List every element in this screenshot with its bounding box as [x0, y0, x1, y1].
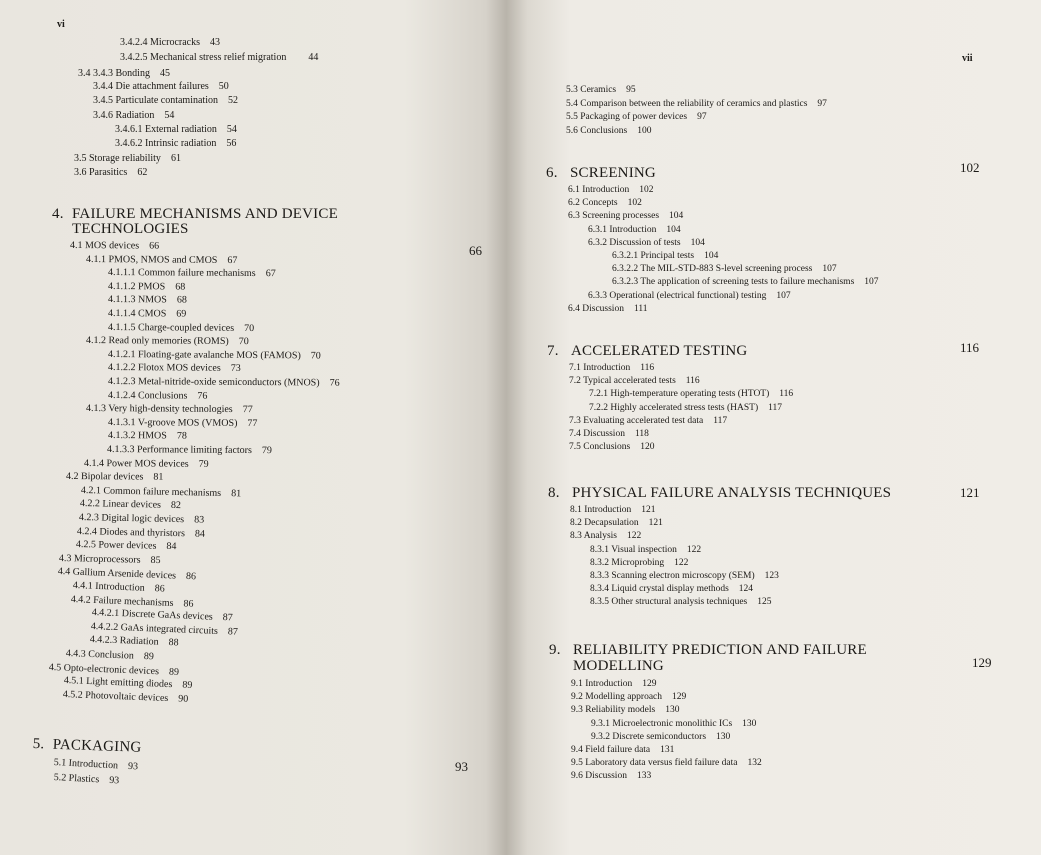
toc-entry	[108, 430, 187, 443]
toc-entry-title: 6.4 Discussion	[568, 303, 624, 314]
toc-entry-title: 5.5 Packaging of power devices	[566, 112, 688, 122]
toc-entry	[571, 678, 656, 690]
toc-entry	[66, 648, 154, 663]
toc-entry-title: 4.1.1 PMOS, NMOS and CMOS	[85, 253, 218, 266]
toc-entry-page: 124	[738, 584, 754, 595]
toc-entry	[566, 98, 827, 110]
toc-entry-title: 4.1.3.2 HMOS	[107, 430, 167, 442]
toc-entry-title: 4.1.2.3 Metal-nitride-oxide semiconductors (MNOS)	[107, 376, 320, 389]
toc-entry	[570, 530, 641, 542]
toc-entry	[569, 428, 649, 440]
chapter-heading	[547, 343, 747, 359]
toc-entry-page: 77	[247, 417, 258, 429]
toc-entry-page: 56	[226, 138, 237, 149]
toc-entry-page: 87	[227, 626, 238, 638]
toc-entry-page: 125	[757, 597, 772, 608]
toc-entry-page: 104	[704, 251, 719, 261]
toc-entry-title: 8.3.1 Visual inspection	[590, 544, 677, 555]
toc-entry	[70, 240, 159, 253]
toc-entry-page: 68	[176, 294, 187, 306]
toc-entry-title: 3.4.2.4 Microcracks	[120, 37, 200, 48]
toc-entry	[108, 376, 340, 390]
toc-entry-title: 7.3 Evaluating accelerated test data	[569, 415, 704, 426]
toc-entry	[590, 596, 772, 608]
toc-entry-title: 9.2 Modelling approach	[571, 692, 663, 703]
toc-entry-page: 89	[182, 679, 193, 692]
chapter-page: 66	[469, 243, 482, 258]
toc-entry-page: 118	[634, 429, 649, 439]
toc-entry-title: 4.4.2.3 Radiation	[89, 634, 159, 649]
page-number: vii	[962, 53, 973, 64]
toc-entry	[590, 544, 701, 556]
toc-entry-page: 93	[127, 760, 139, 773]
toc-entry-title: 3.4.6.2 Intrinsic radiation	[115, 138, 217, 149]
chapter-number: 6.	[546, 165, 558, 181]
toc-entry-title: 4.1 MOS devices	[69, 240, 140, 252]
toc-entry-title: 4.1.2.4 Conclusions	[107, 389, 188, 402]
toc-entry-page: 50	[218, 81, 229, 92]
toc-entry-title: 4.4.3 Conclusion	[65, 648, 135, 662]
toc-entry	[571, 704, 679, 716]
chapter-heading	[549, 642, 867, 658]
chapter-heading: 5. PACKAGING	[32, 736, 142, 756]
toc-entry-page: 86	[153, 583, 165, 595]
toc-entry	[62, 689, 188, 706]
toc-entry-page: 67	[227, 254, 238, 266]
toc-entry-page: 104	[690, 237, 705, 248]
toc-entry-page: 67	[265, 268, 276, 280]
chapter-heading: 4. FAILURE MECHANISMS AND DEVICE	[52, 206, 338, 222]
toc-entry-title: 6.3.2.1 Principal tests	[612, 251, 695, 261]
toc-entry-page: 88	[168, 637, 179, 649]
toc-entry-title: 5.4 Comparison between the reliability of ceramics and plastics	[566, 98, 808, 109]
toc-entry-page: 120	[640, 442, 655, 453]
toc-entry-title: 6.3.2.2 The MIL-STD-883 S-level screening process	[612, 264, 813, 275]
toc-entry	[115, 124, 237, 136]
toc-entry	[590, 557, 688, 569]
toc-entry-title: 4.2.4 Diodes and thyristors	[77, 525, 186, 539]
chapter-title: ACCELERATED TESTING	[571, 343, 748, 359]
toc-entry-page: 100	[637, 125, 652, 136]
toc-entry-title: 6.3 Screening processes	[568, 211, 660, 222]
toc-entry-page: 107	[776, 290, 791, 301]
toc-entry-title: 4.3 Microprocessors	[58, 552, 141, 566]
toc-entry	[86, 254, 238, 267]
chapter-title: SCREENING	[570, 165, 656, 181]
toc-entry	[108, 294, 187, 307]
chapter-page: 102	[960, 160, 980, 175]
toc-entry	[568, 210, 683, 222]
toc-entry	[588, 224, 681, 236]
chapter-page: 93	[455, 759, 468, 774]
toc-entry-title: 5.6 Conclusions	[566, 125, 628, 136]
toc-entry-title: 3.4.2.5 Mechanical stress relief migration	[120, 52, 287, 63]
toc-entry-page: 68	[175, 281, 186, 293]
toc-entry	[571, 691, 686, 703]
toc-entry-page: 117	[768, 402, 783, 413]
toc-entry	[108, 308, 186, 321]
toc-entry-page: 44	[308, 52, 319, 63]
toc-entry-title: 4.4.2.2 GaAs integrated circuits	[90, 620, 218, 637]
toc-entry-title: 8.3.3 Scanning electron microscopy (SEM)	[590, 571, 755, 581]
toc-entry-page: 122	[674, 557, 689, 568]
toc-entry-title: 3.5 Storage reliability	[74, 153, 161, 164]
toc-entry-title: 4.2.3 Digital logic devices	[78, 512, 184, 526]
toc-entry	[566, 111, 707, 123]
toc-entry-page: 97	[697, 112, 707, 122]
toc-entry	[569, 375, 700, 387]
toc-entry-page: 79	[198, 458, 209, 470]
chapter-heading-cont: TECHNOLOGIES	[72, 221, 189, 237]
toc-entry-title: 9.3.2 Discrete semiconductors	[591, 731, 707, 742]
toc-entry-page: 45	[159, 68, 170, 79]
toc-entry-title: 6.2 Concepts	[568, 198, 618, 209]
toc-entry-title: 8.2 Decapsulation	[570, 518, 639, 529]
toc-entry-title: 8.3.5 Other structural analysis techniques	[590, 597, 748, 608]
toc-entry-title: 7.5 Conclusions	[569, 442, 631, 453]
toc-entry-title: 4.1.1.3 NMOS	[107, 294, 167, 306]
chapter-title: RELIABILITY PREDICTION AND FAILURE	[573, 642, 867, 658]
toc-entry	[588, 290, 791, 302]
toc-entry	[53, 772, 119, 787]
toc-entry-page: 76	[329, 377, 340, 389]
toc-entry-title: 6.1 Introduction	[568, 185, 630, 195]
toc-entry-title: 8.3.4 Liquid crystal display methods	[590, 584, 729, 595]
chapter-number: 8.	[548, 485, 560, 501]
toc-entry-page: 104	[669, 211, 684, 222]
toc-entry-title: 4.5.2 Photovoltaic devices	[62, 688, 169, 704]
page-number: vi	[57, 19, 65, 30]
toc-entry-title: 8.3 Analysis	[570, 531, 617, 542]
toc-entry-page: 116	[685, 376, 700, 387]
toc-entry	[566, 84, 636, 96]
toc-entry-title: 4.5 Opto-electronic devices	[48, 661, 160, 677]
toc-entry-page: 131	[660, 745, 675, 755]
toc-entry	[59, 553, 161, 567]
toc-entry-title: 9.4 Field failure data	[571, 745, 651, 755]
toc-entry	[568, 197, 642, 209]
toc-entry	[590, 583, 753, 595]
toc-entry-page: 86	[185, 571, 196, 583]
toc-entry	[569, 415, 727, 427]
toc-entry	[74, 153, 181, 165]
toc-entry-page: 102	[627, 198, 642, 209]
toc-entry-page: 78	[176, 430, 187, 442]
toc-entry-title: 3.4.6 Radiation	[93, 110, 155, 121]
toc-entry-title: 9.1 Introduction	[571, 679, 633, 689]
toc-entry-page: 104	[666, 224, 681, 235]
toc-entry	[591, 718, 756, 730]
toc-entry-title: 3.4.5 Particulate contamination	[93, 95, 218, 106]
chapter-title: PHYSICAL FAILURE ANALYSIS TECHNIQUES	[572, 485, 892, 501]
toc-entry-title: 4.4 Gallium Arsenide devices	[57, 566, 176, 582]
toc-entry-title: 6.3.2 Discussion of tests	[588, 237, 681, 248]
toc-entry	[80, 498, 181, 512]
chapter-page: 121	[960, 485, 980, 500]
toc-entry-title: 4.1.2 Read only memories (ROMS)	[85, 335, 229, 348]
toc-entry-page: 70	[310, 350, 321, 362]
toc-entry-page: 54	[164, 110, 175, 121]
toc-entry	[93, 95, 238, 107]
toc-entry-page: 73	[230, 363, 241, 375]
toc-entry-title: 9.3 Reliability models	[571, 705, 656, 716]
toc-entry	[570, 504, 655, 516]
toc-entry	[569, 441, 654, 453]
toc-entry	[591, 731, 730, 743]
toc-entry-title: 4.4.2 Failure mechanisms	[70, 593, 174, 609]
toc-entry-title: 4.1.4 Power MOS devices	[83, 457, 189, 470]
toc-entry-page: 85	[150, 554, 161, 566]
toc-entry-page: 93	[108, 774, 120, 787]
toc-entry	[83, 458, 208, 471]
toc-entry-page: 123	[764, 571, 779, 581]
toc-entry	[588, 237, 705, 249]
toc-entry-page: 122	[626, 531, 642, 542]
toc-entry-title: 8.1 Introduction	[570, 505, 632, 515]
toc-entry-title: 6.3.2.3 The application of screening tests to failure mechanisms	[612, 277, 855, 288]
toc-entry-title: 7.2.2 Highly accelerated stress tests (HAST)	[589, 402, 759, 413]
toc-entry-title: 5.2 Plastics	[53, 772, 100, 786]
toc-entry	[612, 250, 718, 262]
toc-entry	[93, 81, 229, 93]
toc-entry-page: 130	[716, 731, 731, 742]
toc-entry-page: 84	[195, 528, 206, 540]
toc-entry	[77, 526, 205, 541]
toc-entry-page: 121	[641, 505, 656, 515]
toc-entry-title: 4.1.1.2 PMOS	[107, 280, 166, 293]
toc-entry	[115, 138, 236, 150]
toc-entry-title: 7.4 Discussion	[569, 429, 625, 439]
toc-entry	[78, 512, 203, 527]
toc-entry-page: 129	[642, 679, 657, 689]
toc-entry-title: 4.2 Bipolar devices	[66, 471, 144, 483]
toc-entry	[107, 444, 272, 457]
toc-entry	[120, 52, 318, 64]
toc-entry-title: 3.4 3.4.3 Bonding	[78, 68, 150, 79]
toc-entry-title: 4.1.3.3 Performance limiting factors	[106, 444, 252, 457]
chapter-heading	[546, 165, 656, 181]
toc-entry-title: 3.6 Parasitics	[74, 167, 128, 178]
toc-entry-title: 8.3.2 Microprobing	[590, 557, 665, 568]
toc-entry	[76, 539, 177, 553]
toc-entry	[569, 362, 654, 374]
toc-entry-title: 9.5 Laboratory data versus field failure data	[571, 758, 738, 769]
toc-entry	[108, 390, 208, 403]
toc-entry-page: 95	[626, 85, 636, 95]
toc-entry-page: 83	[193, 514, 204, 526]
toc-entry-page: 121	[648, 518, 663, 529]
toc-entry	[72, 580, 164, 596]
toc-entry-page: 87	[222, 612, 234, 624]
toc-entry	[568, 303, 648, 315]
chapter-page: 129	[972, 655, 992, 670]
toc-entry-title: 5.1 Introduction	[53, 757, 119, 772]
toc-entry-title: 4.1.2.1 Floating-gate avalanche MOS (FAMOS)	[107, 348, 301, 362]
toc-entry-page: 133	[636, 771, 652, 782]
toc-entry-page: 81	[231, 487, 242, 500]
toc-entry-page: 116	[640, 363, 655, 373]
toc-entry-page: 62	[137, 167, 148, 178]
toc-entry-page: 61	[170, 153, 181, 164]
toc-entry-page: 81	[153, 471, 164, 483]
toc-entry-title: 5.3 Ceramics	[566, 85, 617, 95]
toc-entry-page: 89	[168, 666, 180, 678]
toc-entry	[108, 322, 254, 335]
toc-entry-page: 116	[779, 389, 794, 400]
toc-entry-page: 117	[713, 415, 728, 426]
toc-entry-page: 69	[176, 308, 187, 320]
chapter-heading	[548, 485, 891, 501]
chapter-heading-cont: MODELLING	[573, 658, 664, 674]
toc-entry-title: 4.5.1 Light emitting diodes	[63, 675, 173, 691]
toc-entry-page: 82	[170, 500, 181, 512]
toc-entry-title: 4.2.2 Linear devices	[79, 498, 161, 512]
toc-entry-page: 76	[197, 390, 208, 402]
left-page	[0, 0, 506, 855]
toc-entry-page: 52	[227, 95, 238, 106]
toc-entry	[86, 403, 253, 416]
toc-entry-title: 4.1.1.4 CMOS	[107, 308, 167, 320]
toc-entry	[89, 634, 178, 649]
toc-entry-title: 4.2.1 Common failure mechanisms	[80, 484, 222, 499]
toc-entry-page: 130	[665, 705, 680, 716]
toc-entry-page: 111	[633, 303, 648, 314]
toc-entry-title: 7.2.1 High-temperature operating tests (HTOT)	[589, 389, 770, 400]
toc-entry-page: 77	[242, 404, 253, 416]
toc-entry-title: 6.3.1 Introduction	[588, 224, 657, 235]
toc-entry	[571, 770, 651, 782]
toc-entry	[53, 757, 138, 773]
toc-entry-title: 7.1 Introduction	[569, 363, 631, 373]
right-page	[506, 0, 1041, 855]
toc-entry-page: 66	[149, 240, 160, 252]
toc-entry-title: 4.1.1.1 Common failure mechanisms	[107, 267, 256, 280]
toc-entry-title: 4.1.1.5 Charge-coupled devices	[107, 321, 235, 334]
toc-entry	[571, 757, 762, 769]
toc-entry-page: 79	[261, 445, 272, 457]
toc-entry	[570, 517, 663, 529]
toc-entry	[108, 362, 241, 375]
toc-entry-title: 4.2.5 Power devices	[75, 539, 157, 552]
toc-entry-title: 4.1.3 Very high-density technologies	[85, 403, 233, 416]
toc-entry-page: 70	[238, 336, 249, 348]
toc-entry	[86, 335, 249, 348]
toc-entry	[93, 110, 174, 122]
chapter-number: 7.	[547, 343, 559, 359]
toc-entry-page: 90	[177, 693, 189, 705]
toc-entry-title: 4.1.2.2 Flotox MOS devices	[107, 362, 221, 375]
toc-entry-page: 54	[226, 124, 237, 135]
toc-entry	[66, 471, 164, 484]
toc-entry-page: 97	[817, 98, 827, 109]
toc-entry	[566, 125, 651, 137]
toc-entry-title: 7.2 Typical accelerated tests	[569, 376, 676, 387]
toc-entry	[78, 68, 170, 80]
toc-entry	[120, 37, 220, 49]
toc-entry-page: 130	[742, 718, 757, 729]
toc-entry-page: 86	[183, 597, 194, 610]
toc-entry-page: 70	[244, 322, 255, 334]
toc-entry-page: 107	[822, 264, 837, 275]
toc-entry-title: 4.4.1 Introduction	[72, 580, 145, 594]
toc-entry	[108, 281, 185, 294]
toc-entry-title: 6.3.3 Operational (electrical functional) testing	[588, 290, 767, 301]
toc-entry-page: 122	[686, 544, 702, 555]
toc-entry	[612, 276, 879, 288]
toc-entry-title: 3.4.6.1 External radiation	[115, 124, 217, 135]
toc-entry-title: 4.1.3.1 V-groove MOS (VMOS)	[107, 416, 238, 429]
toc-entry-page: 89	[143, 650, 155, 663]
toc-entry-title: 3.4.4 Die attachment failures	[93, 81, 209, 92]
toc-entry	[571, 744, 674, 756]
chapter-number: 9.	[549, 642, 561, 658]
toc-entry-page: 129	[672, 692, 687, 703]
toc-entry-page: 132	[747, 758, 762, 769]
toc-entry	[108, 417, 258, 430]
toc-entry-page: 107	[864, 277, 879, 288]
toc-entry	[589, 402, 782, 414]
toc-entry	[612, 263, 837, 275]
toc-entry-title: 9.6 Discussion	[571, 771, 627, 782]
toc-entry-page: 102	[639, 185, 654, 195]
toc-entry-title: 9.3.1 Microelectronic monolithic ICs	[591, 718, 733, 729]
toc-entry	[590, 570, 779, 582]
toc-entry-page: 43	[209, 37, 220, 48]
toc-entry-title: 4.4.2.1 Discrete GaAs devices	[91, 607, 214, 623]
toc-entry	[108, 267, 276, 280]
toc-entry-page: 84	[166, 541, 177, 553]
toc-entry	[108, 349, 321, 362]
chapter-page: 116	[960, 340, 980, 355]
toc-entry	[589, 388, 793, 400]
toc-entry	[568, 184, 653, 196]
toc-entry	[74, 167, 147, 179]
